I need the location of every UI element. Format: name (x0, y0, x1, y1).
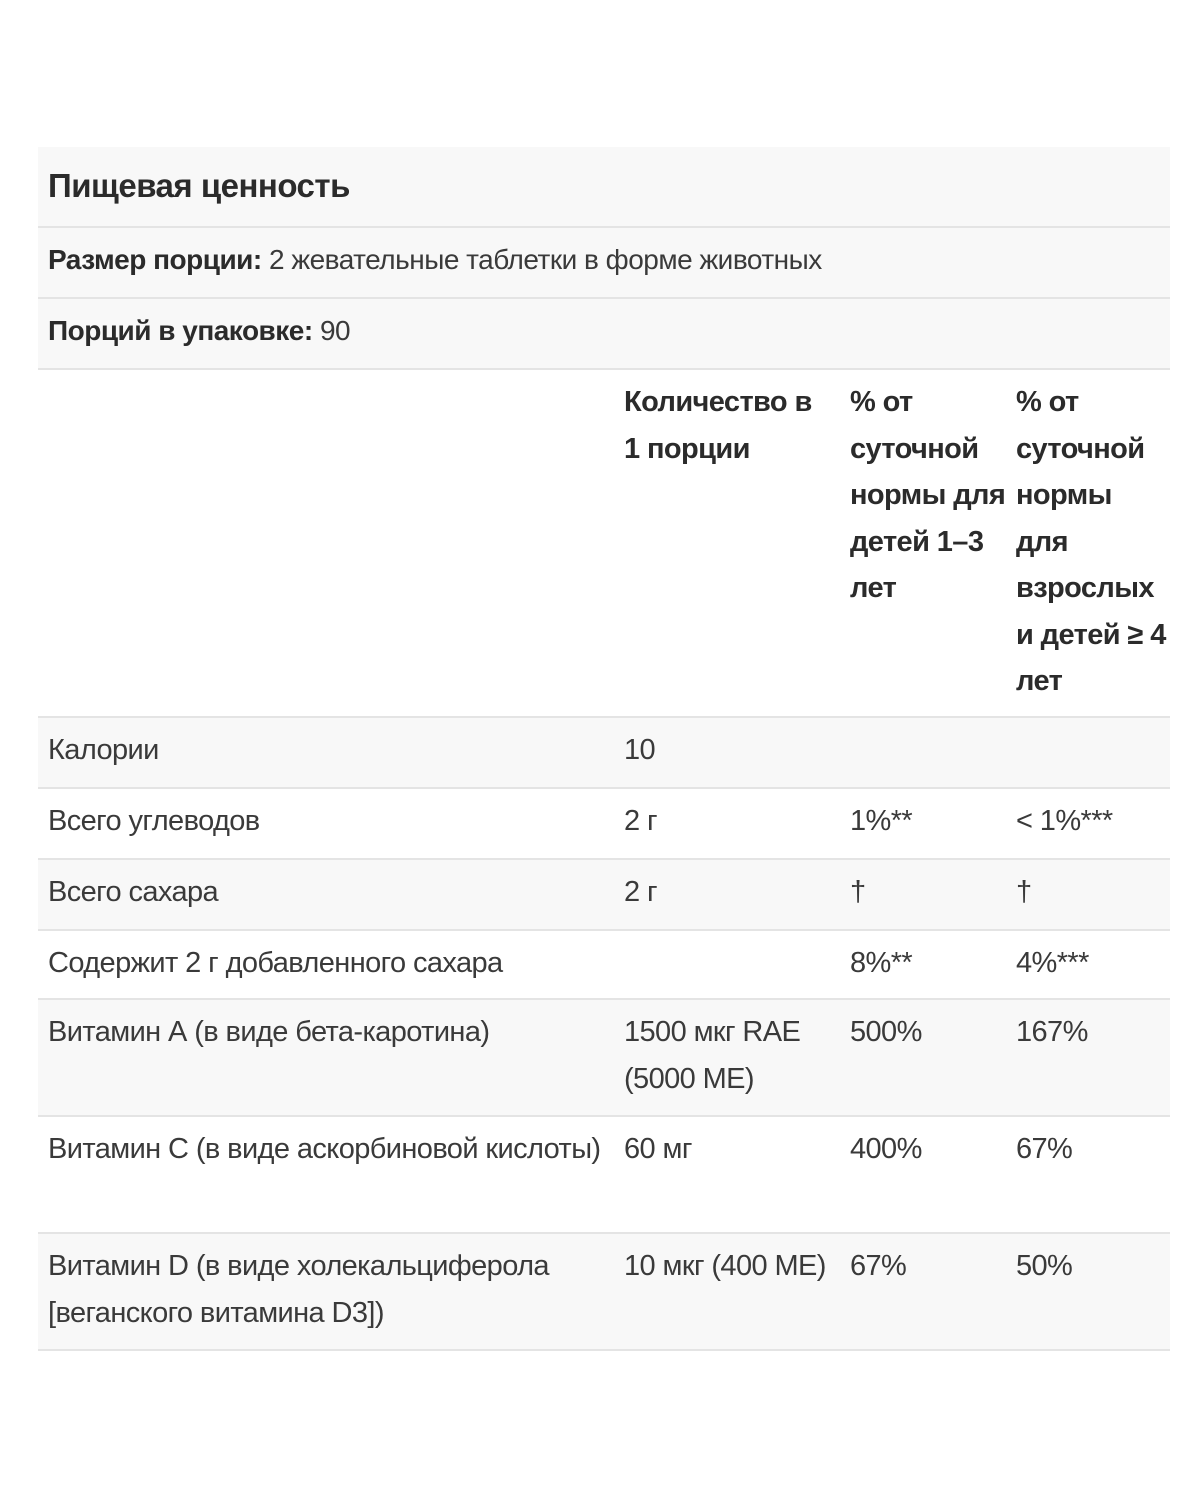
nutrient-dv-adults: 4%*** (1016, 947, 1089, 979)
column-header-dv-children: % от суточной нормы для детей 1–3 лет (850, 386, 1006, 604)
servings-per-container-value: 90 (312, 315, 351, 346)
table-row (38, 789, 1170, 860)
table-row (38, 718, 1170, 789)
nutrient-dv-children: † (850, 876, 866, 908)
serving-size-row (38, 228, 1170, 299)
nutrient-dv-children: 8%** (850, 947, 913, 979)
nutrient-name: Витамин D (в виде холекальциферола [веганского витамина D3]) (48, 1250, 549, 1329)
serving-size-label: Размер порции: (48, 244, 262, 275)
nutrient-name: Всего углеводов (48, 805, 260, 837)
nutrient-name: Витамин А (в виде бета-каротина) (48, 1016, 490, 1048)
serving-size-value: 2 жевательные таблетки в форме животных (261, 244, 822, 275)
column-header-dv-adults: % от суточной нормы для взрослых и детей ≥ 4 лет (1016, 386, 1166, 697)
servings-per-container-row (38, 299, 1170, 370)
nutrient-amount: 1500 мкг RAE (5000 МЕ) (624, 1016, 801, 1095)
nutrition-facts-table (38, 147, 1170, 1351)
servings-per-container-label: Порций в упаковке: (48, 315, 313, 346)
nutrient-name: Калории (48, 734, 159, 766)
nutrient-dv-adults: 50% (1016, 1250, 1073, 1282)
nutrient-dv-adults: 67% (1016, 1133, 1073, 1165)
column-header-row (38, 370, 1170, 718)
nutrient-amount: 60 мг (624, 1133, 692, 1165)
servings-per-container (48, 315, 350, 347)
table-row (38, 860, 1170, 931)
nutrient-dv-adults: 167% (1016, 1016, 1088, 1048)
column-header-amount: Количество в 1 порции (624, 386, 812, 465)
nutrient-name: Содержит 2 г добавленного сахара (48, 947, 503, 979)
nutrient-name: Всего сахара (48, 876, 219, 908)
table-row (38, 1234, 1170, 1351)
nutrient-amount: 2 г (624, 805, 657, 837)
table-row (38, 931, 1170, 1000)
title-row (38, 147, 1170, 228)
nutrient-dv-adults: † (1016, 876, 1032, 908)
serving-size (48, 244, 822, 276)
nutrient-dv-children: 400% (850, 1133, 922, 1165)
table-title: Пищевая ценность (48, 167, 350, 204)
nutrient-name: Витамин С (в виде аскорбиновой кислоты) (48, 1133, 601, 1165)
table-row (38, 1117, 1170, 1234)
nutrient-dv-children: 1%** (850, 805, 913, 837)
nutrient-amount: 10 (624, 734, 656, 766)
nutrient-dv-children: 500% (850, 1016, 922, 1048)
nutrient-amount: 10 мкг (400 МЕ) (624, 1250, 826, 1282)
nutrient-dv-children: 67% (850, 1250, 907, 1282)
nutrient-dv-adults: < 1%*** (1016, 805, 1113, 837)
table-row (38, 1000, 1170, 1117)
nutrient-amount: 2 г (624, 876, 657, 908)
